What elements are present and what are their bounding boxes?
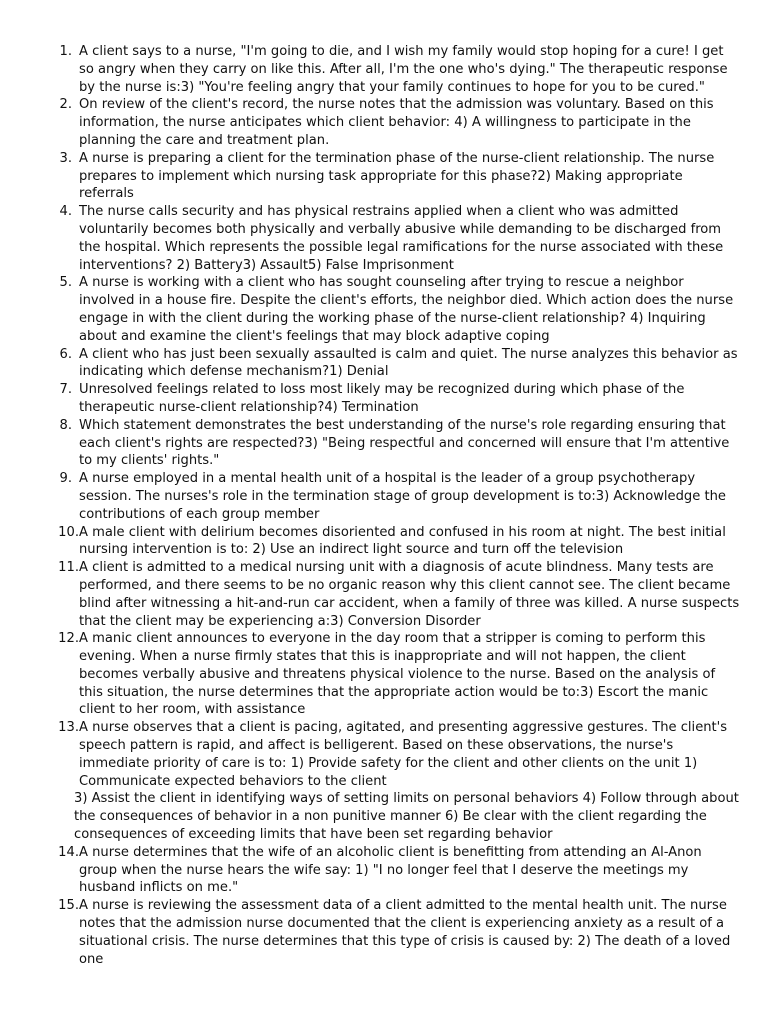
item-text: Unresolved feelings related to loss most likely may be recognized during which phase of the therapeutic nurse-client relationship?4) Termination [79,382,685,415]
item-text: A nurse employed in a mental health unit of a hospital is the leader of a group psychotherapy session. The nurses's role in the termination stage of group development is to:3) Acknowledge the contributions of each group member [79,471,726,522]
list-item [0,96,768,149]
item-text: The nurse calls security and has physical restrains applied when a client who was admitted voluntarily becomes both physically and verbally abusive while demanding to be discharged from the hospital. Which represents the possible legal ramifications for the nurse associated with these interventions? 2) Battery3) Assault5) False Imprisonment [79,204,724,273]
item-text: A manic client announces to everyone in the day room that a stripper is coming to perform this evening. When a nurse firmly states that this is inappropriate and will not happen, the client becomes verbally abusive and threatens physical violence to the nurse. Based on the analysis of this situation, the nurse determines that the appropriate action would be to:3) Escort the manic client to her room, with assistance [79,631,716,718]
list-item [0,719,768,790]
list-item [0,346,768,382]
item-text: A nurse is reviewing the assessment data of a client admitted to the mental health unit. The nurse notes that the admission nurse documented that the client is experiencing anxiety as a result of a situational crisis. The nurse determines that this type of crisis is caused by: 2) The death of a loved one [79,898,731,967]
item-text: A client who has just been sexually assaulted is calm and quiet. The nurse analyzes this behavior as indicating which defense mechanism?1) Denial [79,346,738,380]
item-text: A nurse determines that the wife of an alcoholic client is benefitting from attending an Al-Anon group when the nurse hears the wife say: 1) "I no longer feel that I deserve the meetings my husband inflicts on me." [79,844,702,896]
item-text: A nurse observes that a client is pacing, agitated, and presenting aggressive gestures. The client's speech pattern is rapid, and affect is belligerent. Based on these observations, the nurse's immediate priority of care is to: 1) Provide safety for the client and other clients on the unit 1) Communicate expected behaviors to the client [79,720,728,789]
item-number: 8. [59,417,72,433]
item-number: 9. [59,471,72,487]
list-item [0,150,768,203]
item-text: A nurse is preparing a client for the termination phase of the nurse-client relationship. The nurse prepares to implement which nursing task appropriate for this phase?2) Making appropriate referrals [79,150,715,202]
item-number: 15. [58,898,79,914]
list-item [0,844,768,897]
list-item [0,43,768,96]
list-item-continuation [0,790,768,843]
list-item [0,897,768,968]
list-item [0,559,768,630]
question-list [0,43,768,968]
item-text: A client is admitted to a medical nursing unit with a diagnosis of acute blindness. Many tests are performed, and there seems to be no organic reason why this client cannot see. The client became blind after witnessing a hit-and-run car accident, when a family of three was killed. A nurse suspects that the client may be experiencing a:3) Conversion Disorder [79,560,740,629]
list-item [0,417,768,470]
item-number: 2. [59,97,72,113]
list-item [0,274,768,345]
item-number: 4. [59,204,72,220]
item-number: 10. [58,524,79,540]
item-text: 3) Assist the client in identifying ways of setting limits on personal behaviors 4) Follow through about the consequences of behavior in a non punitive manner 6) Be clear with the client regarding the consequences of exceeding limits that have been set regarding behavior [74,791,739,843]
item-text: A male client with delirium becomes disoriented and confused in his room at night. The best initial nursing intervention is to: 2) Use an indirect light source and turn off the television [79,524,726,558]
item-number: 3. [59,150,72,166]
list-item [0,630,768,719]
list-item [0,470,768,523]
item-number: 1. [59,44,72,59]
item-text: Which statement demonstrates the best understanding of the nurse's role regarding ensuring that each client's rights are respected?3) "Being respectful and concerned will ensure that I'm attentive to my clients' rights." [79,417,730,469]
item-number: 14. [58,844,79,860]
item-text: A client says to a nurse, "I'm going to die, and I wish my family would stop hoping for a cure! I get so angry when they carry on like this. After all, I'm the one who's dying." The therapeutic response by the nurse is:3) "You're feeling angry that your family continues to hope for you to be cured." [79,44,728,95]
item-number: 5. [59,275,72,291]
item-number: 7. [59,382,72,398]
item-number: 12. [58,631,79,647]
list-item [0,203,768,274]
item-text: A nurse is working with a client who has sought counseling after trying to rescue a neighbor involved in a house fire. Despite the client's efforts, the neighbor died. Which action does the nurse engage in with the client during the working phase of the nurse-client relationship? 4) Inquiring about and examine the client's feelings that may block adaptive coping [79,275,734,344]
item-number: 6. [59,346,72,362]
item-number: 11. [58,560,79,576]
list-item [0,381,768,417]
item-number: 13. [58,720,79,736]
document-page [0,43,768,968]
item-text: On review of the client's record, the nurse notes that the admission was voluntary. Based on this information, the nurse anticipates which client behavior: 4) A willingness to participate in the planning the care and treatment plan. [79,97,714,148]
list-item [0,524,768,560]
